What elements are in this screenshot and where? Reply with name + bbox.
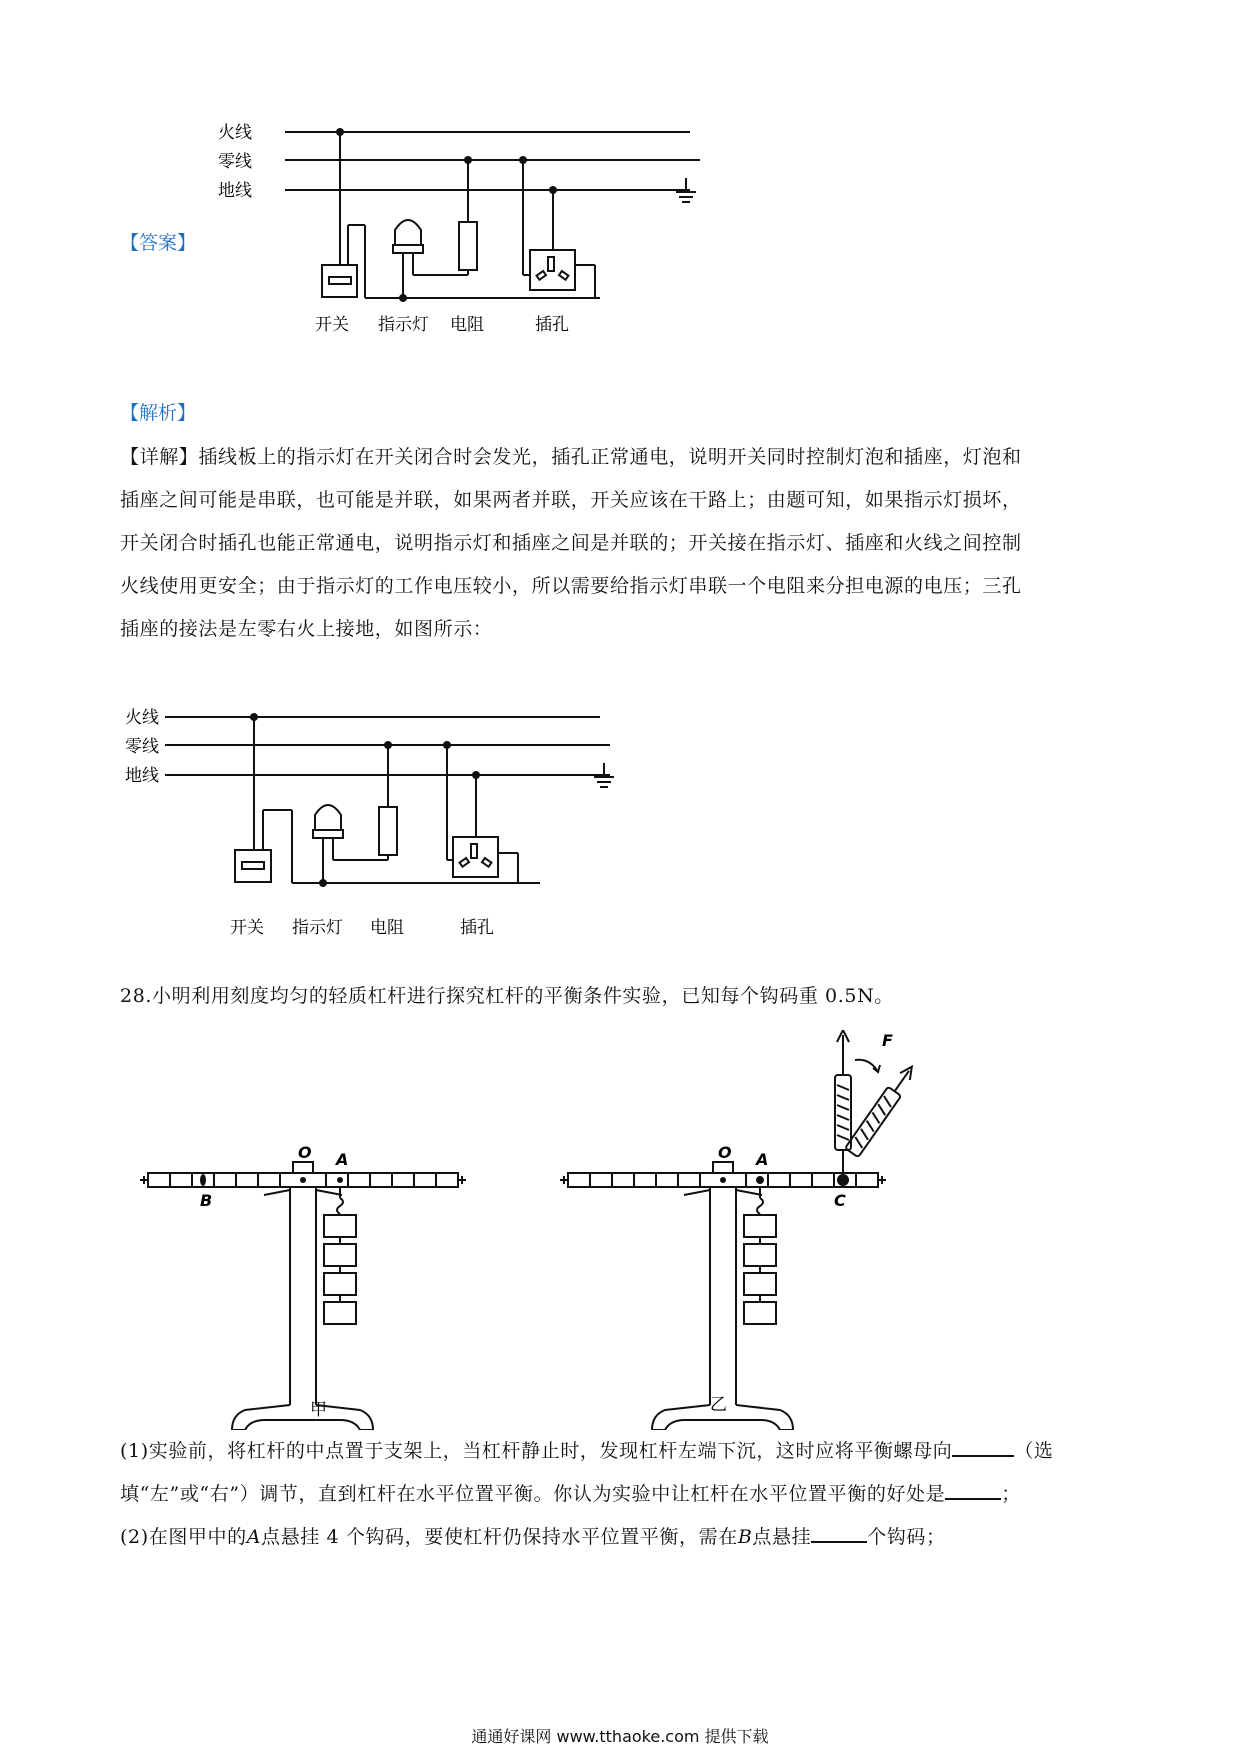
- sub-question-1-line-2: 填“左”或“右”）调节，直到杠杆在水平位置平衡。你认为实验中让杠杆在水平位置平衡的好处是 ；: [120, 1473, 1140, 1516]
- label-lamp: 指示灯: [378, 315, 429, 335]
- wire-label-neutral: 零线: [218, 152, 252, 172]
- wire-label-neutral-2: 零线: [125, 737, 159, 757]
- label-resistor: 电阻: [450, 315, 484, 335]
- question-28: 28.小明利用刻度均匀的轻质杠杆进行探究杠杆的平衡条件实验，已知每个钩码重 0.5N。: [120, 985, 894, 1007]
- force-label-F: F: [882, 1031, 893, 1050]
- wire-label-live-2: 火线: [125, 708, 159, 728]
- lever-point-A-2: A: [756, 1150, 769, 1169]
- figure-caption-jia: 甲: [310, 1400, 327, 1420]
- detail-tag: 【详解】: [120, 446, 199, 468]
- detail-line-3: 开关闭合时插孔也能正常通电，说明指示灯和插座之间是并联的；开关接在指示灯、插座和火线之间控制: [120, 532, 1022, 554]
- sub-question-1: [120, 1430, 1140, 1559]
- label-resistor-2: 电阻: [370, 918, 404, 938]
- lever-figures: [140, 1030, 920, 1430]
- detail-line-2: 插座之间可能是串联，也可能是并联，如果两者并联，开关应该在干路上；由题可知，如果指示灯损坏，: [120, 489, 1022, 511]
- detail-line-5: 插座的接法是左零右火上接地，如图所示：: [120, 618, 493, 640]
- answer-blank-3[interactable]: [811, 1523, 867, 1543]
- circuit-diagram-answer: [210, 110, 730, 380]
- detail-paragraph: [120, 436, 1140, 651]
- label-lamp-2: 指示灯: [292, 918, 343, 938]
- circuit-diagram-detail: [120, 695, 640, 965]
- label-switch: 开关: [315, 315, 349, 335]
- sub-question-1-line-1: (1)实验前，将杠杆的中点置于支架上，当杠杆静止时，发现杠杆左端下沉，这时应将平衡螺母向 （选: [120, 1430, 1140, 1473]
- lever-point-B: B: [200, 1191, 213, 1210]
- lever-point-A: A: [336, 1150, 349, 1169]
- page-footer: 通通好课网 www.tthaoke.com 提供下载: [471, 1727, 769, 1746]
- analysis-tag: 【解析】: [120, 402, 197, 424]
- answer-tag: 【答案】: [120, 232, 197, 254]
- answer-blank-1[interactable]: [952, 1437, 1014, 1457]
- sub-question-2: (2)在图甲中的A点悬挂 4 个钩码，要使杠杆仍保持水平位置平衡，需在B点悬挂 个钩码；: [120, 1516, 1140, 1559]
- figure-caption-yi: 乙: [710, 1395, 727, 1415]
- label-socket-2: 插孔: [460, 918, 494, 938]
- lever-point-O: O: [298, 1143, 312, 1162]
- wire-label-earth: 地线: [218, 181, 252, 201]
- answer-blank-2[interactable]: [945, 1480, 1001, 1500]
- lever-point-C: C: [834, 1191, 846, 1210]
- detail-line-1: 【详解】插线板上的指示灯在开关闭合时会发光，插孔正常通电，说明开关同时控制灯泡和插座，灯泡和: [120, 446, 1022, 468]
- label-socket: 插孔: [535, 315, 569, 335]
- wire-label-live: 火线: [218, 123, 252, 143]
- detail-line-4: 火线使用更安全；由于指示灯的工作电压较小，所以需要给指示灯串联一个电阻来分担电源的电压；三孔: [120, 575, 1022, 597]
- wire-label-earth-2: 地线: [125, 766, 159, 786]
- label-switch-2: 开关: [230, 918, 264, 938]
- lever-point-O-2: O: [718, 1143, 732, 1162]
